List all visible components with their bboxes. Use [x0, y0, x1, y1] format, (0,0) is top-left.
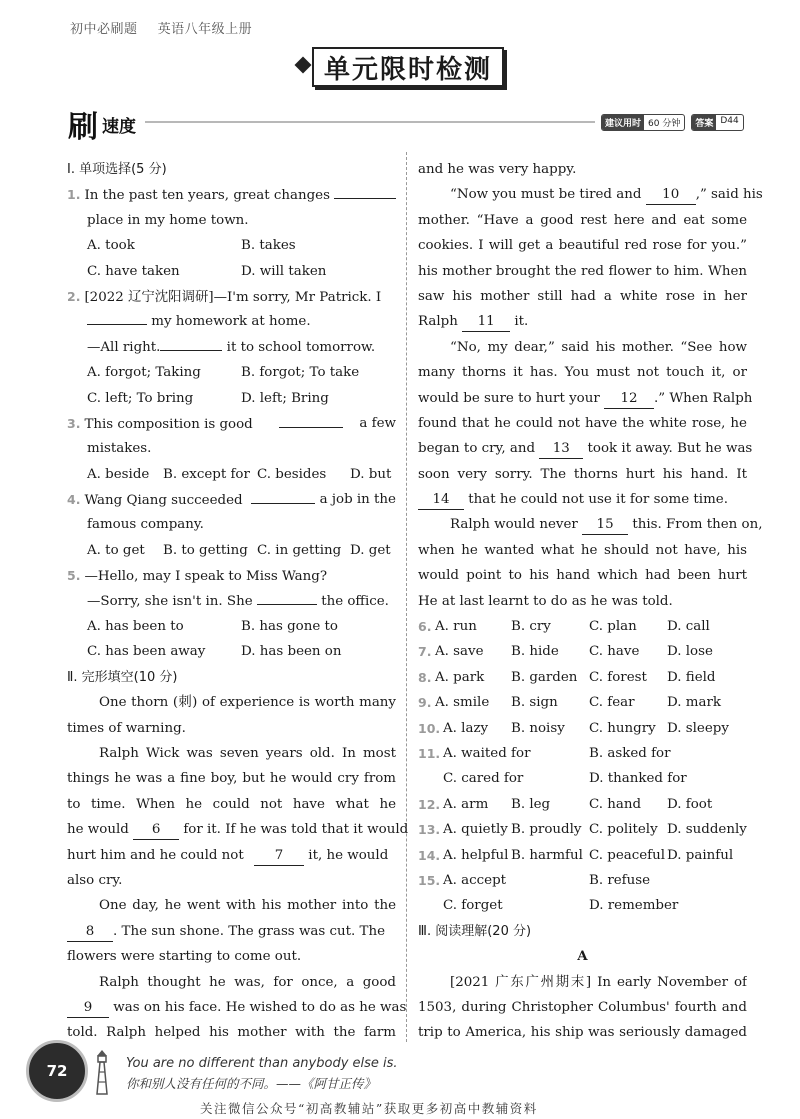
options-row — [67, 386, 396, 411]
option[interactable]: C. peaceful — [589, 847, 666, 863]
cloze-options-row — [418, 893, 747, 918]
option[interactable]: D. mark — [667, 695, 721, 711]
question-3 — [67, 411, 396, 436]
question-text: mistakes. — [87, 441, 152, 457]
question-text: the office. — [321, 593, 389, 609]
option[interactable]: C. plan — [589, 619, 637, 635]
option[interactable]: C. fear — [589, 695, 635, 711]
cloze-line — [418, 182, 763, 207]
option[interactable]: B. forgot; To take — [241, 365, 360, 381]
cloze-blank[interactable]: 11 — [462, 313, 510, 332]
cloze-blank[interactable]: 12 — [604, 390, 654, 409]
cloze-line — [418, 487, 747, 512]
option[interactable]: D. suddenly — [667, 822, 747, 838]
cloze-options-row — [418, 766, 747, 791]
cloze-line: “No, my dear,” said his mother. “See how — [450, 339, 747, 355]
question-text: This composition is good — [84, 416, 253, 432]
option[interactable]: A. beside — [87, 466, 150, 482]
time-key: 建议用时 — [602, 115, 644, 130]
question-text: a few — [359, 415, 396, 431]
cloze-line: told. Ralph helped his mother with the farm — [67, 1025, 396, 1041]
cloze-line: to time. When he could not have what he — [67, 796, 396, 812]
question-number: 7. — [418, 644, 432, 660]
question-text: my homework at home. — [151, 314, 311, 330]
reading-line: 1503, during Christopher Columbus' fourth and — [418, 999, 747, 1015]
cloze-line — [67, 817, 409, 842]
option[interactable]: A. to get — [87, 542, 145, 558]
cloze-text: for it. If he was told that it would — [183, 822, 409, 838]
question-2 — [67, 284, 396, 309]
option[interactable]: B. noisy — [511, 720, 565, 736]
cloze-text: . The sun shone. The grass was cut. The — [113, 923, 386, 939]
question-text: place in my home town. — [87, 212, 249, 228]
answer-blank[interactable] — [334, 198, 396, 199]
cloze-blank[interactable]: 6 — [133, 821, 179, 840]
cloze-line — [418, 436, 753, 461]
option[interactable]: B. cry — [511, 619, 551, 635]
cloze-line: times of warning. — [67, 720, 186, 736]
section-heading: Ⅰ. 单项选择(5 分) — [67, 162, 167, 177]
option[interactable]: B. asked for — [589, 745, 671, 761]
answer-blank[interactable] — [257, 604, 317, 605]
option[interactable]: A. run — [435, 619, 477, 635]
question-text: Wang Qiang succeeded — [84, 493, 243, 509]
cloze-blank[interactable]: 15 — [582, 516, 628, 535]
option[interactable]: C. besides — [257, 466, 327, 482]
options-row — [67, 259, 396, 284]
option[interactable]: C. have — [589, 644, 640, 660]
question-text: In the past ten years, great changes — [84, 188, 330, 204]
cloze-options-row — [418, 868, 747, 893]
section-label: 速度 — [102, 117, 136, 137]
cloze-options-row — [418, 792, 747, 817]
option[interactable]: C. left; To bring — [87, 390, 194, 406]
cloze-text: “Now you must be tired and — [450, 187, 642, 203]
option[interactable]: D. painful — [667, 847, 734, 863]
option[interactable]: B. leg — [511, 796, 551, 812]
option[interactable]: A. smile — [435, 695, 490, 711]
question-text-line — [67, 309, 396, 334]
cloze-line: many thorns it has. You must not touch it, or — [418, 365, 747, 381]
cloze-blank[interactable]: 8 — [67, 923, 113, 942]
option[interactable]: C. politely — [589, 822, 658, 838]
option[interactable]: A. accept — [443, 872, 507, 888]
cloze-line — [418, 512, 763, 537]
cloze-line — [67, 919, 396, 944]
cloze-line — [418, 386, 753, 411]
question-number: 5. — [67, 568, 81, 584]
option[interactable]: B. refuse — [589, 872, 651, 888]
answer-key: 答案 — [692, 115, 716, 130]
options-row — [67, 639, 396, 664]
cloze-blank[interactable]: 9 — [67, 999, 109, 1018]
right-column — [418, 157, 763, 1046]
option[interactable]: C. cared for — [443, 771, 524, 787]
options-row — [67, 233, 396, 258]
question-1 — [67, 182, 396, 207]
options-row — [67, 538, 396, 563]
question-text: —Hello, may I speak to Miss Wang? — [84, 569, 328, 585]
option[interactable]: C. have taken — [87, 263, 180, 279]
cloze-blank[interactable]: 10 — [646, 186, 696, 205]
cloze-text: it. — [514, 314, 529, 330]
cloze-line — [67, 995, 407, 1020]
section-heading: Ⅲ. 阅读理解(20 分) — [418, 923, 532, 939]
option[interactable]: D. lose — [667, 644, 713, 660]
question-number: 4. — [67, 492, 81, 508]
cloze-blank[interactable]: 14 — [418, 491, 464, 510]
question-number: 9. — [418, 695, 432, 711]
cloze-text: Ralph — [418, 314, 458, 330]
question-number: 11. — [418, 745, 441, 761]
question-number: 1. — [67, 187, 81, 203]
cloze-text: that he could not use it for some time. — [468, 492, 728, 508]
cloze-line: saw his mother still had a white rose in her — [418, 288, 747, 304]
option[interactable]: A. has been to — [87, 619, 184, 635]
left-column — [67, 157, 409, 1046]
option[interactable]: A. save — [435, 644, 484, 660]
quote-chinese: 你和别人没有任何的不同。——《阿甘正传》 — [126, 1076, 377, 1091]
series-name: 初中必刷题 — [70, 21, 138, 36]
option[interactable]: A. park — [435, 669, 485, 685]
cloze-text: ,” said his — [695, 187, 763, 203]
cloze-line: flowers were starting to come out. — [67, 949, 302, 965]
cloze-line: He at last learnt to do as he was told. — [418, 593, 673, 609]
question-text: [2022 辽宁沈阳调研]—I'm sorry, Mr Patrick. I — [84, 289, 382, 305]
question-text: —All right. — [87, 339, 161, 355]
option[interactable]: D. field — [667, 669, 716, 685]
answer-blank[interactable] — [251, 503, 315, 504]
cloze-text: was on his face. He wished to do as he was — [113, 999, 407, 1015]
option[interactable]: D. will taken — [241, 263, 327, 279]
quote-english: You are no different than anybody else is. — [126, 1056, 398, 1071]
cloze-line: cookies. I will get a beautiful red rose for you.” — [418, 238, 747, 254]
book-name: 英语八年级上册 — [157, 21, 253, 36]
option[interactable]: B. takes — [241, 238, 296, 254]
cloze-line: when he wanted what he should not have, his — [418, 542, 747, 558]
option[interactable]: D. sleepy — [667, 720, 729, 736]
question-number: 12. — [418, 796, 441, 812]
option[interactable]: C. in getting — [257, 542, 342, 558]
option[interactable]: B. proudly — [511, 822, 582, 838]
question-number: 2. — [67, 288, 81, 304]
question-text: —Sorry, she isn't in. She — [87, 593, 253, 609]
time-badge — [601, 114, 685, 131]
time-value: 60 分钟 — [648, 119, 681, 129]
option[interactable]: A. helpful — [443, 847, 509, 863]
cloze-line: Ralph thought he was, for once, a good — [99, 974, 396, 990]
cloze-text: took it away. But he was — [587, 441, 753, 457]
option[interactable]: D. call — [667, 619, 710, 635]
option[interactable]: B. except for — [163, 466, 250, 482]
answer-blank[interactable] — [87, 324, 147, 325]
option[interactable]: C. forest — [589, 669, 647, 685]
cloze-options-row — [418, 665, 747, 690]
option[interactable]: D. foot — [667, 796, 713, 812]
cloze-line — [418, 309, 747, 334]
badges — [601, 114, 744, 131]
question-number: 3. — [67, 415, 81, 431]
passage-label: A — [577, 948, 588, 965]
question-text-line — [67, 335, 396, 360]
option[interactable]: A. forgot; Taking — [87, 365, 201, 381]
cloze-options-row — [418, 614, 747, 639]
cloze-line: would point to his hand which had been hurt — [418, 568, 747, 584]
header-rule — [145, 121, 595, 123]
cloze-text: this. From then on, — [632, 517, 763, 533]
cloze-text: Ralph would never — [450, 517, 578, 533]
options-row — [67, 360, 396, 385]
cloze-text: .” When Ralph — [654, 390, 753, 406]
cloze-line: things he was a fine boy, but he would cry from — [67, 771, 396, 787]
option[interactable]: A. quietly — [443, 822, 508, 838]
options-row — [67, 614, 396, 639]
cloze-text: hurt him and he could not — [67, 847, 244, 863]
question-number: 13. — [418, 822, 441, 838]
option[interactable]: D. thanked for — [589, 771, 687, 787]
option[interactable]: C. hungry — [589, 720, 656, 736]
answer-badge — [691, 114, 743, 131]
unit-title: 单元限时检测 — [312, 47, 504, 87]
option[interactable]: C. has been away — [87, 644, 206, 660]
reading-line: [2021 广东广州期末] In early November of — [450, 974, 747, 990]
cloze-line: One day, he went with his mother into the — [99, 898, 396, 914]
cloze-line: One thorn (刺) of experience is worth many — [99, 695, 396, 711]
option[interactable]: B. to getting — [163, 542, 248, 558]
page-number: 72 — [46, 1062, 68, 1080]
cloze-line: mother. “Have a good rest here and eat some — [418, 212, 747, 228]
option[interactable]: D. remember — [589, 898, 679, 914]
cloze-line: Ralph Wick was seven years old. In most — [99, 745, 396, 761]
cloze-line: found that he could not have the white rose, he — [418, 415, 747, 431]
option[interactable]: D. left; Bring — [241, 390, 329, 406]
question-5 — [67, 563, 396, 588]
cloze-options-row — [418, 716, 747, 741]
option[interactable]: A. took — [87, 238, 135, 254]
lighthouse-icon — [88, 1048, 116, 1098]
option[interactable]: A. lazy — [443, 720, 489, 736]
page-number-badge — [26, 1040, 88, 1102]
section-heading: Ⅱ. 完形填空(10 分) — [67, 669, 178, 685]
cloze-line: his mother brought the red flower to him. When — [418, 263, 747, 279]
answer-blank[interactable] — [279, 427, 343, 428]
option[interactable]: D. has been on — [241, 644, 342, 660]
cloze-options-row — [418, 843, 747, 868]
cloze-line: and he was very happy. — [418, 162, 577, 177]
option[interactable]: C. hand — [589, 796, 642, 812]
cloze-line: also cry. — [67, 872, 123, 888]
answer-blank[interactable] — [160, 350, 222, 351]
cloze-line: soon very sorry. The thorns hurt his hand. It — [418, 466, 747, 482]
cloze-options-row — [418, 639, 747, 664]
option[interactable]: B. hide — [511, 644, 559, 660]
option[interactable]: C. forget — [443, 898, 503, 914]
column-divider — [406, 152, 407, 1042]
cloze-text: would be sure to hurt your — [418, 390, 600, 406]
option[interactable]: B. has gone to — [241, 619, 338, 635]
diamond-icon — [295, 57, 312, 74]
question-text: it to school tomorrow. — [226, 339, 376, 355]
section-char: 刷 — [68, 110, 98, 145]
cloze-text: it, he would — [308, 847, 389, 863]
cloze-options-row — [418, 817, 747, 842]
question-number: 8. — [418, 669, 432, 685]
answer-page: D44 — [720, 116, 739, 126]
cloze-blank[interactable]: 13 — [539, 440, 583, 459]
option[interactable]: B. garden — [511, 669, 578, 685]
option[interactable]: A. arm — [443, 796, 489, 812]
question-number: 10. — [418, 720, 441, 736]
wechat-notice: 关注微信公众号“初高教辅站”获取更多初高中教辅资料 — [200, 1101, 538, 1116]
cloze-blank[interactable]: 7 — [254, 847, 304, 866]
cloze-text: he would — [67, 822, 129, 838]
option[interactable]: D. get — [350, 542, 391, 558]
question-text: a job in the — [319, 492, 396, 508]
question-4 — [67, 487, 396, 512]
running-header — [70, 18, 268, 37]
cloze-text: began to cry, and — [418, 441, 536, 457]
question-text-line — [67, 589, 396, 614]
question-number: 15. — [418, 872, 441, 888]
option[interactable]: D. but — [350, 466, 392, 482]
question-number: 14. — [418, 847, 441, 863]
question-number: 6. — [418, 619, 432, 635]
options-row — [67, 462, 396, 487]
cloze-line — [67, 843, 396, 868]
option[interactable]: B. harmful — [511, 847, 583, 863]
question-text: famous company. — [87, 517, 204, 533]
cloze-options-row — [418, 741, 747, 766]
reading-line: trip to America, his ship was seriously damaged — [418, 1025, 747, 1041]
cloze-options-row — [418, 690, 747, 715]
option[interactable]: A. waited for — [443, 745, 531, 761]
option[interactable]: B. sign — [511, 695, 558, 711]
